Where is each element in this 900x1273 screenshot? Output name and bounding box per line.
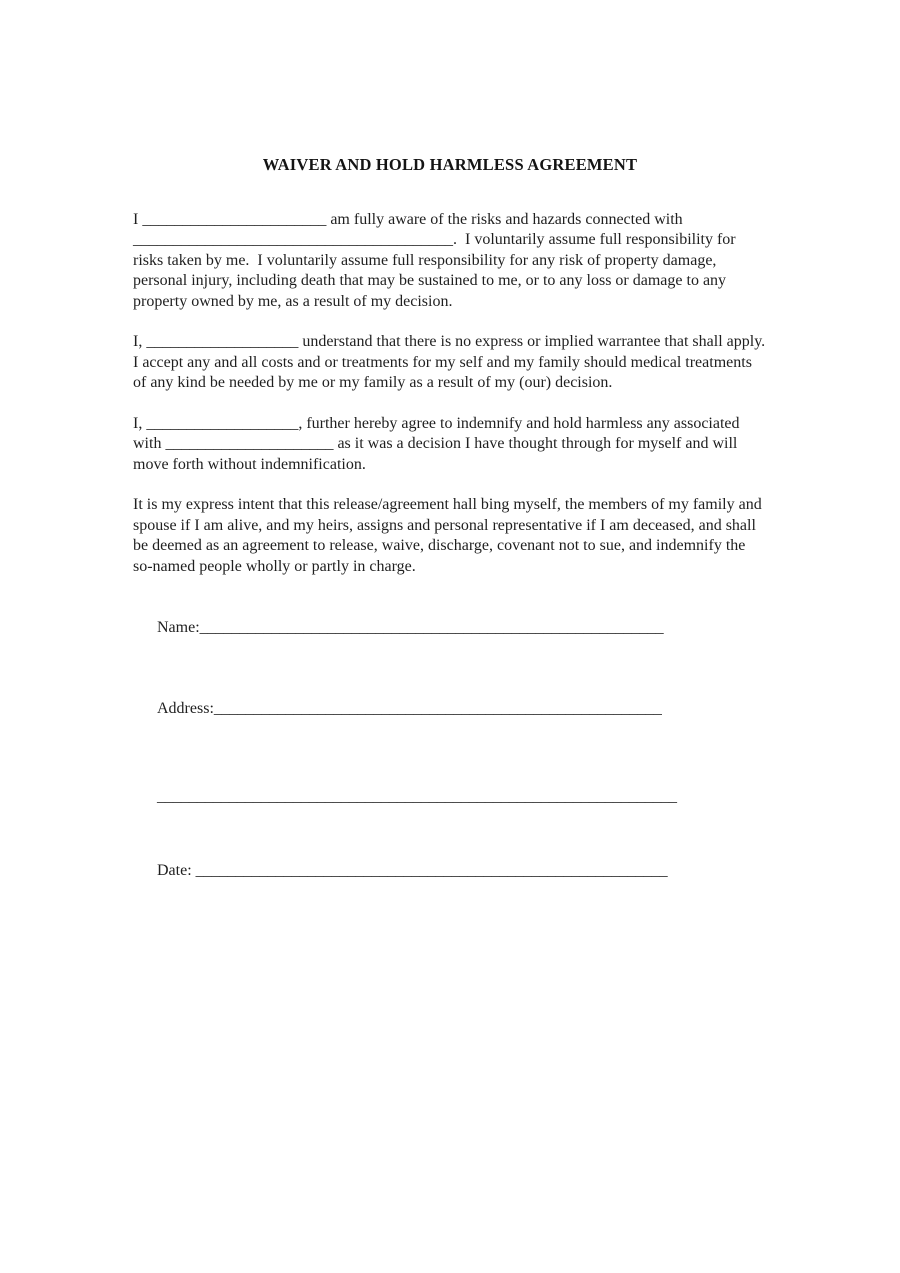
- address-blank-line: ________________________________________________________: [213, 700, 662, 717]
- document-content: [133, 155, 770, 902]
- date-label: Date:: [157, 862, 196, 879]
- name-label: Name:: [157, 618, 200, 636]
- date-field-row: [133, 841, 767, 903]
- date-blank-line: ___________________________________________________________: [195, 862, 668, 879]
- document-title: WAIVER AND HOLD HARMLESS AGREEMENT: [262, 155, 638, 174]
- address-continuation-blank-line: _________________________________________________________________: [157, 787, 677, 805]
- name-blank-line: __________________________________________________________: [199, 618, 664, 636]
- paragraph-risk-awareness: I _______________________ am fully aware of the risks and hazards connected with ________________________________________. I voluntarily assume full responsibility for risks taken by me. I voluntarily assume full responsibility for any risk of property damage, personal injury, including death that may be sustained to me, or to any loss or damage to any property owned by me, as a result of my decision.: [133, 210, 740, 310]
- paragraph-no-warrantee: I, ___________________ understand that there is no express or implied warrantee that shall apply. I accept any and all costs and or treatments for my self and my family should medical treatments of any kind be needed by me or my family as a result of my (our) decision.: [133, 333, 770, 391]
- name-field-row: [133, 597, 767, 659]
- address-field-row: [133, 679, 767, 741]
- address-continuation-row: [133, 766, 767, 828]
- address-label: Address:: [157, 700, 214, 717]
- paragraph-express-intent: It is my express intent that this release/agreement hall bing myself, the members of my family and spouse if I am alive, and my heirs, assigns and personal representative if I am deceased, and shall be deemed as an agreement to release, waive, discharge, covenant not to sue, and indemnify the so-named people wholly or partly in charge.: [133, 496, 766, 575]
- paragraph-indemnify: I, ___________________, further hereby agree to indemnify and hold harmless any associated with _____________________ as it was a decision I have thought through for myself and will move forth without indemnification.: [133, 414, 744, 473]
